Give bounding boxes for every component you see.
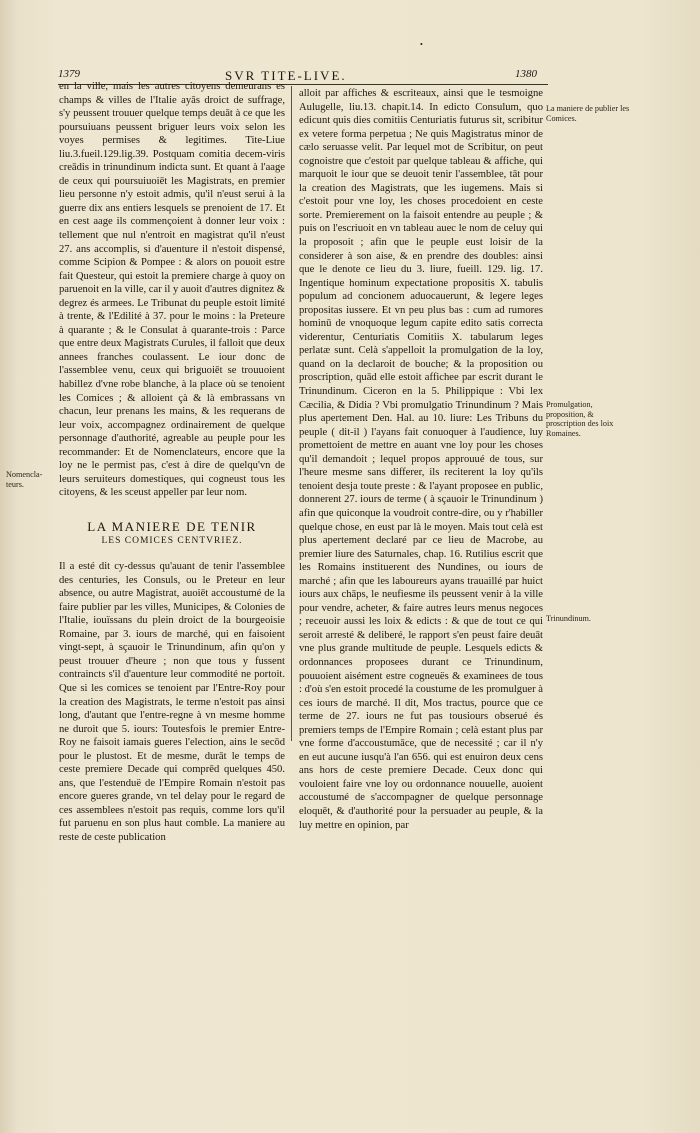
column-divider (291, 86, 292, 741)
margin-note-nomenclateurs: Nomencla-teurs. (6, 470, 43, 489)
left-column (59, 80, 285, 845)
right-page-number: 1380 (515, 68, 537, 80)
left-paragraph-1: en la ville, mais les autres citoyens demeurans es champs & villes de l'Italie ayās droict de suffrage, s'y peussent trouuer quelque temps deuāt à ce que les poursuiuans peussent briguer leurs voix selon les voyes permises & legitimes. Tite-Liue liu.3.fueil.129.lig.39. Postquam comitia decem-viris creādis in trinundinum indicta sunt. Et quant à l'aage de ceux qui poursuiuoiēt les Magistrats, en premier lieu personne n'y estoit admis, qu'il n'eust serui à la guerre dix ans entiers lesquels se prenoient de 17. Et en cest aage ils commençoient à donner leur voix : tellement que nul n'entroit en magistrat qu'il n'eust 27. ans accomplis, si d'auenture il n'estoit dispensé, comme Scipion & Pompee : & alors on pouoit estre fait Questeur, qui estoit la premiere charge à quoy on paruenoit en la ville, car il y auoit d'autres dignitez & degrez és armees. Le Tribunat du peuple estoit limité à trente, & l'Edilité à 37. pour le moins : la Preteure à quarante ; & le Consulat à quarante-trois : Parce que entre deux Magistrats Curules, il falloit que deux annees franches coulassent. Le iour donc de l'assemblee venu, ceux qui briguoiēt se trouuoient habillez d'vne robe blanche, à la place où se tenoient les Comices ; & alloient çà & là embrassans vn chacun, leur prenans les mains, & les requerans de leur voix, accompagnez ordinairement de quelque personnage d'authorité, agreable au peuple pour les recommander: Et de Nomenclateurs, encore que la loy ne le permist pas, c'est à dire de quelqu'vn de leurs seruiteurs domestiques, qui cogneust tous les citoyens, & les sceust appeller par leur nom. (59, 81, 285, 499)
margin-note-maniere-publier: La maniere de publier les Comices. (546, 104, 630, 123)
ink-spot: • (420, 40, 423, 49)
right-column (299, 87, 543, 832)
section-subtitle: LES COMICES CENTVRIEZ. (101, 535, 243, 546)
left-page-number: 1379 (58, 68, 80, 80)
running-title: SVR TITE-LIVE. (225, 68, 347, 83)
margin-note-trinundinum: Trinundinum. (546, 614, 591, 623)
margin-note-promulgation: Promulgation, proposition, & proscription des loix Romaines. (546, 400, 614, 438)
left-paragraph-2: Il a esté dit cy-dessus qu'auant de tenir l'assemblee des centuries, les Consuls, ou le Preteur en leur absence, ou autre Magistrat, auoiēt accoustumé de la faire publier par les villes, Municipes, & Colonies de l'Italie, iouïssans du plein droict de la bourgeoisie Romaine, par 3. iours de marché, qui en faisoient vingt-sept, à sçauoir le Trinundinum, afin qu'on y peust trouuer d'heure ; non que tous y fussent contraincts s'il d'auenture leur commodité ne portoit. Que si les comices se tenoient par l'Entre-Roy pour la creation des Magistrats, le terme n'estoit pas ainsi long, d'autant que l'entre-regne à vn mesme homme ne duroit que 5. iours: Toutesfois le premier Entre-Roy ne faisoit iamais gueres l'election, ains le secōd pour le plustost. Et de mesme, durāt le temps de ceste premiere Decade qui comprēd quelques 450. ans, que l'estenduë de l'Empire Romain n'estoit pas encore gueres grande, vn tel delay pour le regard de ces assemblees n'estoit pas requis, comme lors qu'il fut paruenu en son plus haut comble. La maniere au reste de ceste publication (59, 561, 285, 843)
right-paragraph-1: alloit par affiches & escriteaux, ainsi que le tesmoigne Aulugelle, liu.13. chapit.14. In edicto Consulum, quo edicunt quis dies comitiis Centuriatis futurus sit, scribitur ex vetere forma perpetua ; Ne quis Magistratus minor de cælo seruasse velit. Par lequel mot de Scribitur, on peut cognoistre que c'estoit par quelque tableau & affiche, qui marquoit le iour que se deuoit tenir l'assemblee, tāt pour la creation des Magistrats, que les iugemens. Mais si c'estoit pour vne loy, les choses procedoient en ceste sorte. Premierement on la faisoit entendre au peuple ; & puis on l'escriuoit en vn tableau auec le nom de celuy qui la proposoit ; afin que le peuple eust loisir de la considerer à son aise, & en prendre des doubles: ainsi que le denote ce lieu du 3. liure, fueill. 129. lig. 17. Ingentique hominum expectatione propositis X. tabulis populum ad concionem aduocauerunt, & legere leges propositas iussere. Et vn peu plus bas : cum ad rumores hominū de vnoquoque legum capite edito satis correcta viderentur, Centuriatis Comitiis X. tabularum leges perlatæ sunt. Celà s'appelloit la promulgation de la loy, quand on la declaroit de bouche; & la proposition ou proscription, quād elle estoit affichee par escrit durant le Trinundinum. Ciceron en la 5. Philippique : Vbi lex Cæcilia, & Didia ? Vbi promulgatio Trinundinum ? Mais plus apertement Den. Hal. au 10. liure: Les Tribuns du peuple ( dit-il ) l'ayans fait conuoquer à l'audience, luy promettoient de mettre en auant vne loy pour les choses qu'il demandoit ; lequel propos approuué de tous, sur l'heure mesme sans differer, ils reciterent la loy qu'ils tenoient desja toute preste : & l'ayant proposee en public, donnerent 27. iours de terme ( à sçauoir le Trinundinum ) afin que quiconque la voudroit contre-dire, ou y r'habiller quelque chose, en eust par là le moyen. Mais tout celà est plus apertement declaré par ce lieu de Macrobe, au premier liure des Saturnales, chap. 16. Rutilius escrit que les Romains instituerent des Nundines, ou iours de marché ; afin que les laboureurs ayans trauaillé par huict iours aux chāps, le neufiesme ils peussent venir à la ville pour vendre, acheter, & faire autres leurs menus negoces ; receuoir aussi les loix & edicts : & que de tout ce qui seroit arresté & deliberé, le rapport s'en peust faire deuāt vne plus grande multitude de peuple. Lesquels edicts & ordonnances proposees durant ce Trinundinum, pouuoient aisément estre cogneuës & examinees de tous : d'où s'en estoit procedé la coustume de les promulguer à ces iours de marché. Il dit, Mos tractus, pource que ce terme de 27. iours ne fut pas tousiours obserué és premiers temps de l'Empire Romain ; celà estant plus par vne forme d'accoustumāce, que de necessité ; car il n'y en eut aucune iusqu'à l'an 656. qui est enuiron deux cens ans hors de ceste premiere Decade. Ceux donc qui vouloient faire vne loy ou ordonnance nouuelle, auoient accoustumé de s'accompagner de quelque personnage eloquēt, & d'authorité pour la persuader au peuple, & la luy mettre en opinion, par (299, 88, 543, 831)
section-title: LA MANIERE DE TENIR (87, 518, 257, 534)
